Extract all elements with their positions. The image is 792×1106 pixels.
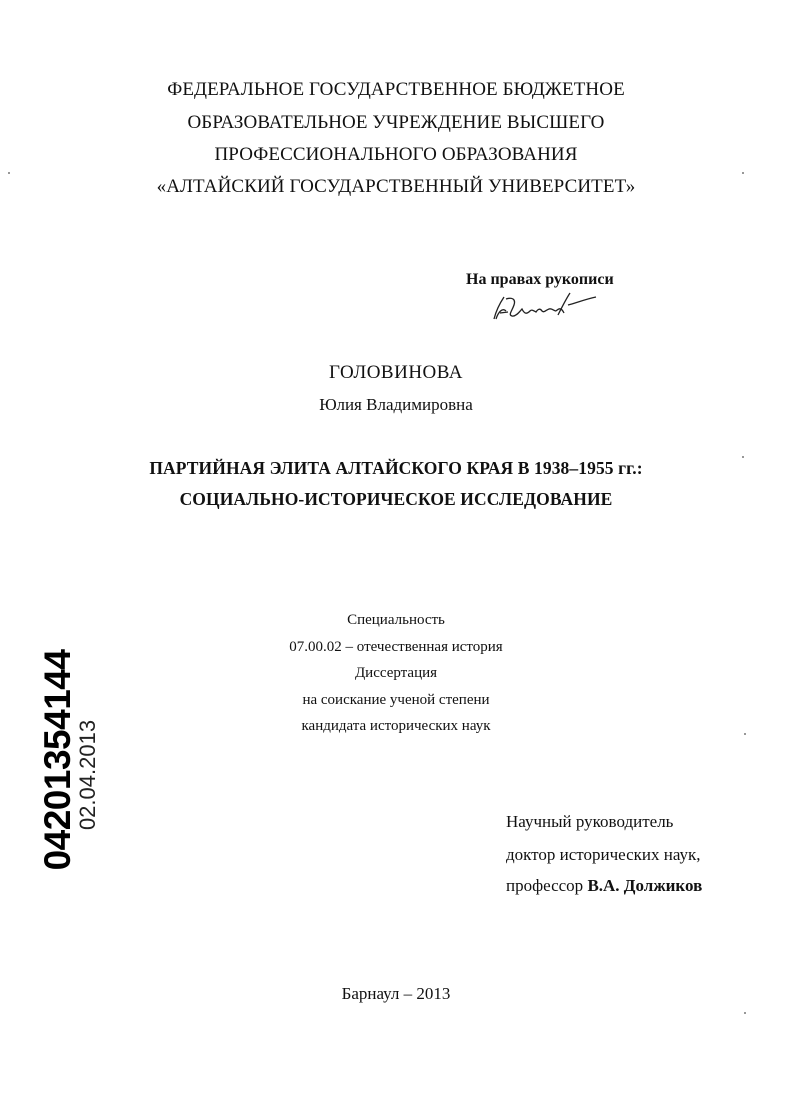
scan-speck	[742, 456, 744, 458]
scan-speck	[742, 172, 744, 174]
institution-line-2: ОБРАЗОВАТЕЛЬНОЕ УЧРЕЖДЕНИЕ ВЫСШЕГО	[187, 112, 605, 133]
advisor-title-line	[506, 876, 702, 896]
scan-speck	[744, 1012, 746, 1014]
degree-purpose: на соискание ученой степени	[302, 692, 490, 708]
advisor-role: Научный руководитель	[506, 812, 674, 831]
library-stamp	[28, 650, 108, 880]
author-surname: ГОЛОВИНОВА	[329, 362, 463, 383]
institution-line-3: ПРОФЕССИОНАЛЬНОГО ОБРАЗОВАНИЯ	[214, 144, 578, 165]
advisor-degree: доктор исторических наук,	[506, 845, 701, 864]
specialty-label: Специальность	[347, 612, 445, 628]
manuscript-notice: На правах рукописи	[466, 271, 614, 288]
stamp-date: 02.04.2013	[75, 719, 100, 831]
scan-speck	[744, 733, 746, 735]
advisor-title-prefix: профессор	[506, 876, 588, 895]
author-given-names: Юлия Владимировна	[319, 395, 473, 414]
dissertation-title-line-1: ПАРТИЙНАЯ ЭЛИТА АЛТАЙСКОГО КРАЯ В 1938–1955 гг.:	[149, 458, 643, 478]
scan-speck	[8, 172, 10, 174]
advisor-name: В.А. Должиков	[587, 876, 703, 895]
specialty-code: 07.00.02 – отечественная история	[289, 639, 503, 655]
dissertation-title-line-2: СОЦИАЛЬНО-ИСТОРИЧЕСКОЕ ИССЛЕДОВАНИЕ	[179, 489, 613, 509]
stamp-number: 04201354144	[37, 649, 78, 871]
institution-line-1: ФЕДЕРАЛЬНОЕ ГОСУДАРСТВЕННОЕ БЮДЖЕТНОЕ	[167, 79, 625, 100]
document-type: Диссертация	[354, 665, 438, 681]
handwritten-signature	[486, 289, 598, 327]
place-and-year: Барнаул – 2013	[341, 984, 451, 1003]
degree-name: кандидата исторических наук	[301, 718, 491, 734]
institution-line-4: «АЛТАЙСКИЙ ГОСУДАРСТВЕННЫЙ УНИВЕРСИТЕТ»	[156, 176, 636, 197]
